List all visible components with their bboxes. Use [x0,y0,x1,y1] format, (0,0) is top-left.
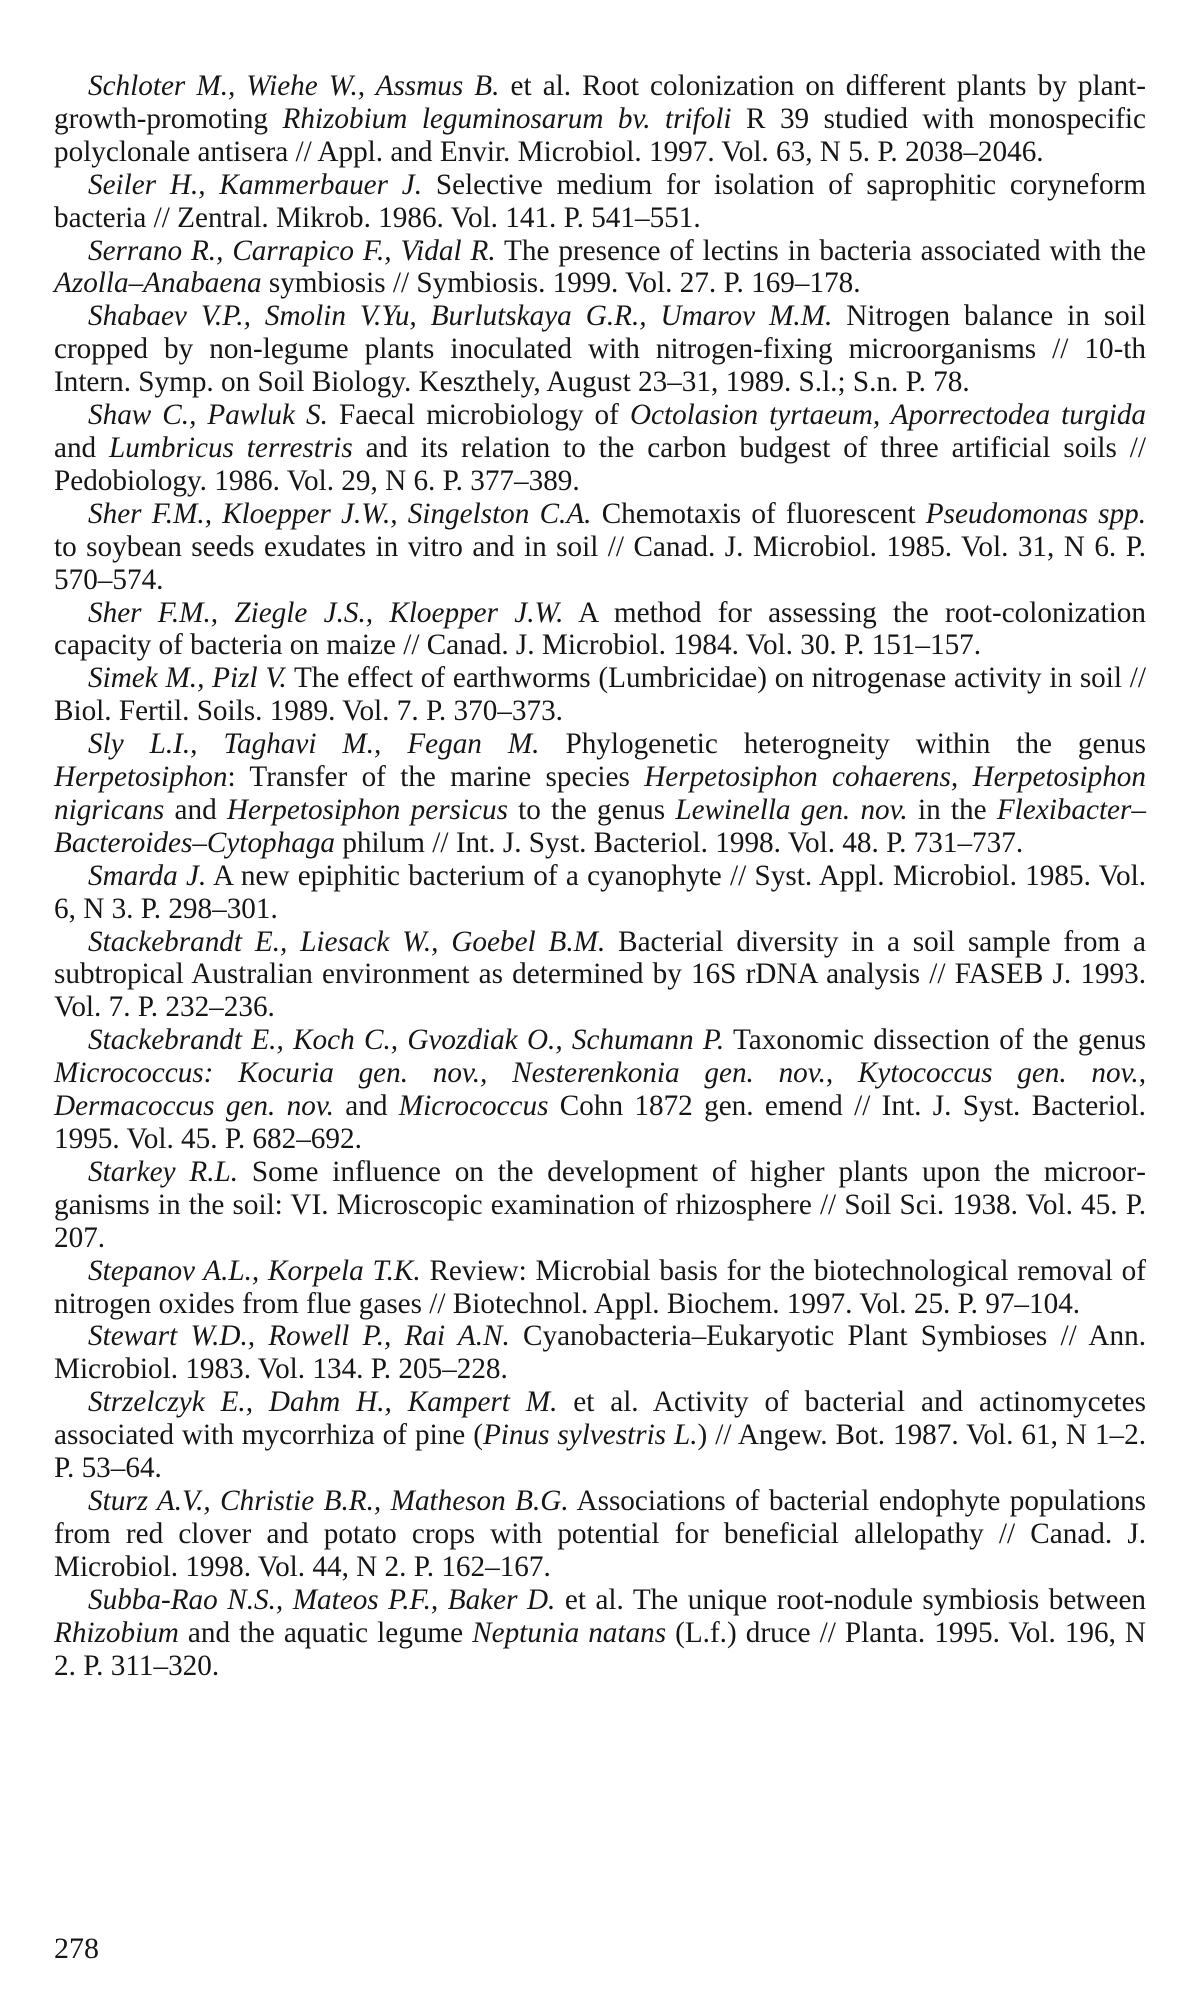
reference-text: : Transfer of the marine species [228,761,645,793]
reference-text: Associations of bacterial endophyte pop­ulations from red clover and potato crops with potential for beneficial allelopathy // Canad. J. Microbiol. 1998. Vol. 44, N 2. P. 162–167. [54,1485,1146,1583]
reference-text: philum // Int. J. Syst. Bacteriol. 1998. Vol. 48. P. 731–737. [335,827,1023,859]
reference-text: and [334,1090,399,1122]
reference-text: Cyanobacteria–Eukaryotic Plant Symbioses // Ann. Microbiol. 1983. Vol. 134. P. 205–228. [54,1320,1146,1385]
reference-text: Taxonomic dissection of the genus [724,1024,1146,1056]
reference-text: ) // Angew. Bot. 1987. Vol. 61, N 1–2. P. 53–64. [54,1419,1146,1484]
reference-text: et al. The unique root-nodule symbiosis between [555,1584,1146,1616]
reference-text: A method for assessing the root-colonization capacity of bacteria on maize // Canad. J. Microbiol. 1984. Vol. 30. P. 151–157. [54,597,1146,662]
reference-italic-text: Herpetosiphon [54,761,228,793]
reference-text: The presence of lectins in bacteria associated with the [496,235,1146,267]
reference-italic-text: Flexibacter–Bacteroides–Cytophaga [54,794,1146,859]
reference-italic-text: Smarda J. [88,860,206,892]
reference-italic-text: Starkey R.L. [88,1156,238,1188]
reference-italic-text: Herpetosiphon persicus [227,794,508,826]
reference-text: et al. Activity of bacterial and actinomycetes associated with mycorrhiza of pine ( [54,1386,1146,1451]
reference-entry [54,1320,1146,1386]
reference-italic-text: Lumbricus terrestris [109,432,353,464]
reference-text: and its relation to the carbon budgest of three artificial soils // Pedobiology. 1986. Vol. 29, N 6. P. 377–389. [54,432,1146,497]
reference-text: Review: Microbial basis for the biotechnological removal of nitrogen oxides from flue gases // Biotechnol. Appl. Biochem. 1997. Vol. 25. P. 97–104. [54,1255,1146,1320]
reference-italic-text: Lewinella gen. nov. [675,794,907,826]
reference-italic-text: Seiler H., Kammerbauer J. [88,169,422,201]
reference-list [54,70,1146,1682]
reference-italic-text: Rhizobium [54,1617,179,1649]
reference-italic-text: Pseudomonas spp. [926,498,1146,530]
reference-italic-text: Stepanov A.L., Korpela T.K. [88,1255,421,1287]
reference-text: and [54,432,109,464]
reference-italic-text: Azolla–Anabaena [54,267,262,299]
reference-text: et al. Root colonization on different plants by plant-growth-promoting [54,70,1146,135]
reference-italic-text: Micrococcus [399,1090,549,1122]
reference-italic-text: Herpetosiphon cohaerens, Herpetosiphon nigricans [54,761,1146,826]
reference-text: Chemotaxis of fluorescent [591,498,925,530]
reference-italic-text: Stackebrandt E., Koch C., Gvozdiak O., Schumann P. [88,1024,724,1056]
reference-entry [54,1024,1146,1156]
reference-entry [54,662,1146,728]
reference-text: in the [908,794,997,826]
reference-italic-text: Neptunia natans [472,1617,666,1649]
reference-italic-text: Subba-Rao N.S., Mateos P.F., Baker D. [88,1584,555,1616]
reference-entry [54,860,1146,926]
reference-text: (L.f.) druce // Planta. 1995. Vol. 196, N 2. P. 311–320. [54,1617,1146,1682]
reference-italic-text: Sher F.M., Kloepper J.W., Singelston C.A. [88,498,591,530]
reference-text: Bacterial diversity in a soil sample from a subtropical Australian environment as determined by 16S rDNA analysis // FASEB J. 1993. Vol. 7. P. 232–236. [54,926,1146,1024]
reference-entry [54,70,1146,169]
reference-text: and [164,794,227,826]
reference-text: Cohn 1872 gen. emend // Int. J. Syst. Bacteriol. 1995. Vol. 45. P. 682–692. [54,1090,1146,1155]
reference-italic-text: Pinus sylvestris L. [483,1419,698,1451]
reference-italic-text: Octolasion tyrtaeum, Aporrectodea turgida [630,399,1146,431]
reference-entry [54,1485,1146,1584]
reference-text: A new epiphitic bacterium of a cyanophyte // Syst. Appl. Microbiol. 1985. Vol. 6, N 3. P. 298–301. [54,860,1146,925]
reference-italic-text: Serrano R., Carrapico F., Vidal R. [88,235,496,267]
reference-entry [54,498,1146,597]
reference-entry [54,300,1146,399]
reference-entry [54,597,1146,663]
reference-text: Phylogenetic heterogneity within the genus [539,728,1146,760]
reference-entry [54,235,1146,301]
reference-text: symbiosis // Symbiosis. 1999. Vol. 27. P. 169–178. [262,267,861,299]
reference-italic-text: Strzelczyk E., Dahm H., Kampert M. [88,1386,557,1418]
reference-entry [54,399,1146,498]
reference-text: Selective medium for isolation of saprophitic coryne­form bacteria // Zentral. Mikrob. 1986. Vol. 141. P. 541–551. [54,169,1146,234]
reference-italic-text: Schloter M., Wiehe W., Assmus B. [88,70,499,102]
reference-text: Faecal microbiology of [328,399,630,431]
reference-italic-text: Simek M., Pizl V. [88,662,287,694]
reference-italic-text: Micrococcus: Kocuria gen. nov., Nesterenkonia gen. nov., Kytococcus gen. nov., Dermacoccus gen. nov. [54,1057,1146,1122]
reference-italic-text: Sly L.I., Taghavi M., Fegan M. [88,728,539,760]
reference-entry [54,1156,1146,1255]
reference-italic-text: Shabaev V.P., Smolin V.Yu, Burlutskaya G.R., Umarov M.M. [88,300,832,332]
reference-italic-text: Shaw C., Pawluk S. [88,399,328,431]
reference-entry [54,728,1146,860]
reference-text: to the genus [508,794,675,826]
reference-entry [54,1255,1146,1321]
reference-italic-text: Sturz A.V., Christie B.R., Matheson B.G. [88,1485,569,1517]
reference-italic-text: Stackebrandt E., Liesack W., Goebel B.M. [88,926,605,958]
bibliography-page [54,70,1146,1682]
reference-text: and the aquatic legume [179,1617,472,1649]
reference-entry [54,1584,1146,1683]
reference-text: The effect of earthworms (Lumbricidae) on nitrogenase activity in soil // Biol. Fertil. Soils. 1989. Vol. 7. P. 370–373. [54,662,1146,727]
reference-text: R 39 studied with mono­specific polyclonale antisera // Appl. and Envir. Microbiol. 1997. Vol. 63, N 5. P. 2038–2046. [54,103,1146,168]
reference-italic-text: Stewart W.D., Rowell P., Rai A.N. [88,1320,510,1352]
reference-italic-text: Sher F.M., Ziegle J.S., Kloepper J.W. [88,597,563,629]
page-number: 278 [54,1932,99,1966]
reference-text: Some influence on the development of higher plants upon the microor­ganisms in the soil: VI. Microscopic examination of rhizosphere // Soil Sci. 1938. Vol. 45. P. 207. [54,1156,1146,1254]
reference-text: Nitrogen balance in soil cropped by non-legume plants inoculated with nitrogen-fixing microorganisms // 10-th Intern. Symp. on Soil Biology. Keszthely, August 23–31, 1989. S.l.; S.n. P. 78. [54,300,1146,398]
reference-italic-text: Rhizobium leguminosarum bv. trifoli [283,103,732,135]
reference-entry [54,926,1146,1025]
reference-entry [54,1386,1146,1485]
reference-text: to soybean seeds exudates in vitro and in soil // Canad. J. Microbiol. 1985. Vol. 31, N 6. P. 570–574. [54,531,1146,596]
reference-entry [54,169,1146,235]
